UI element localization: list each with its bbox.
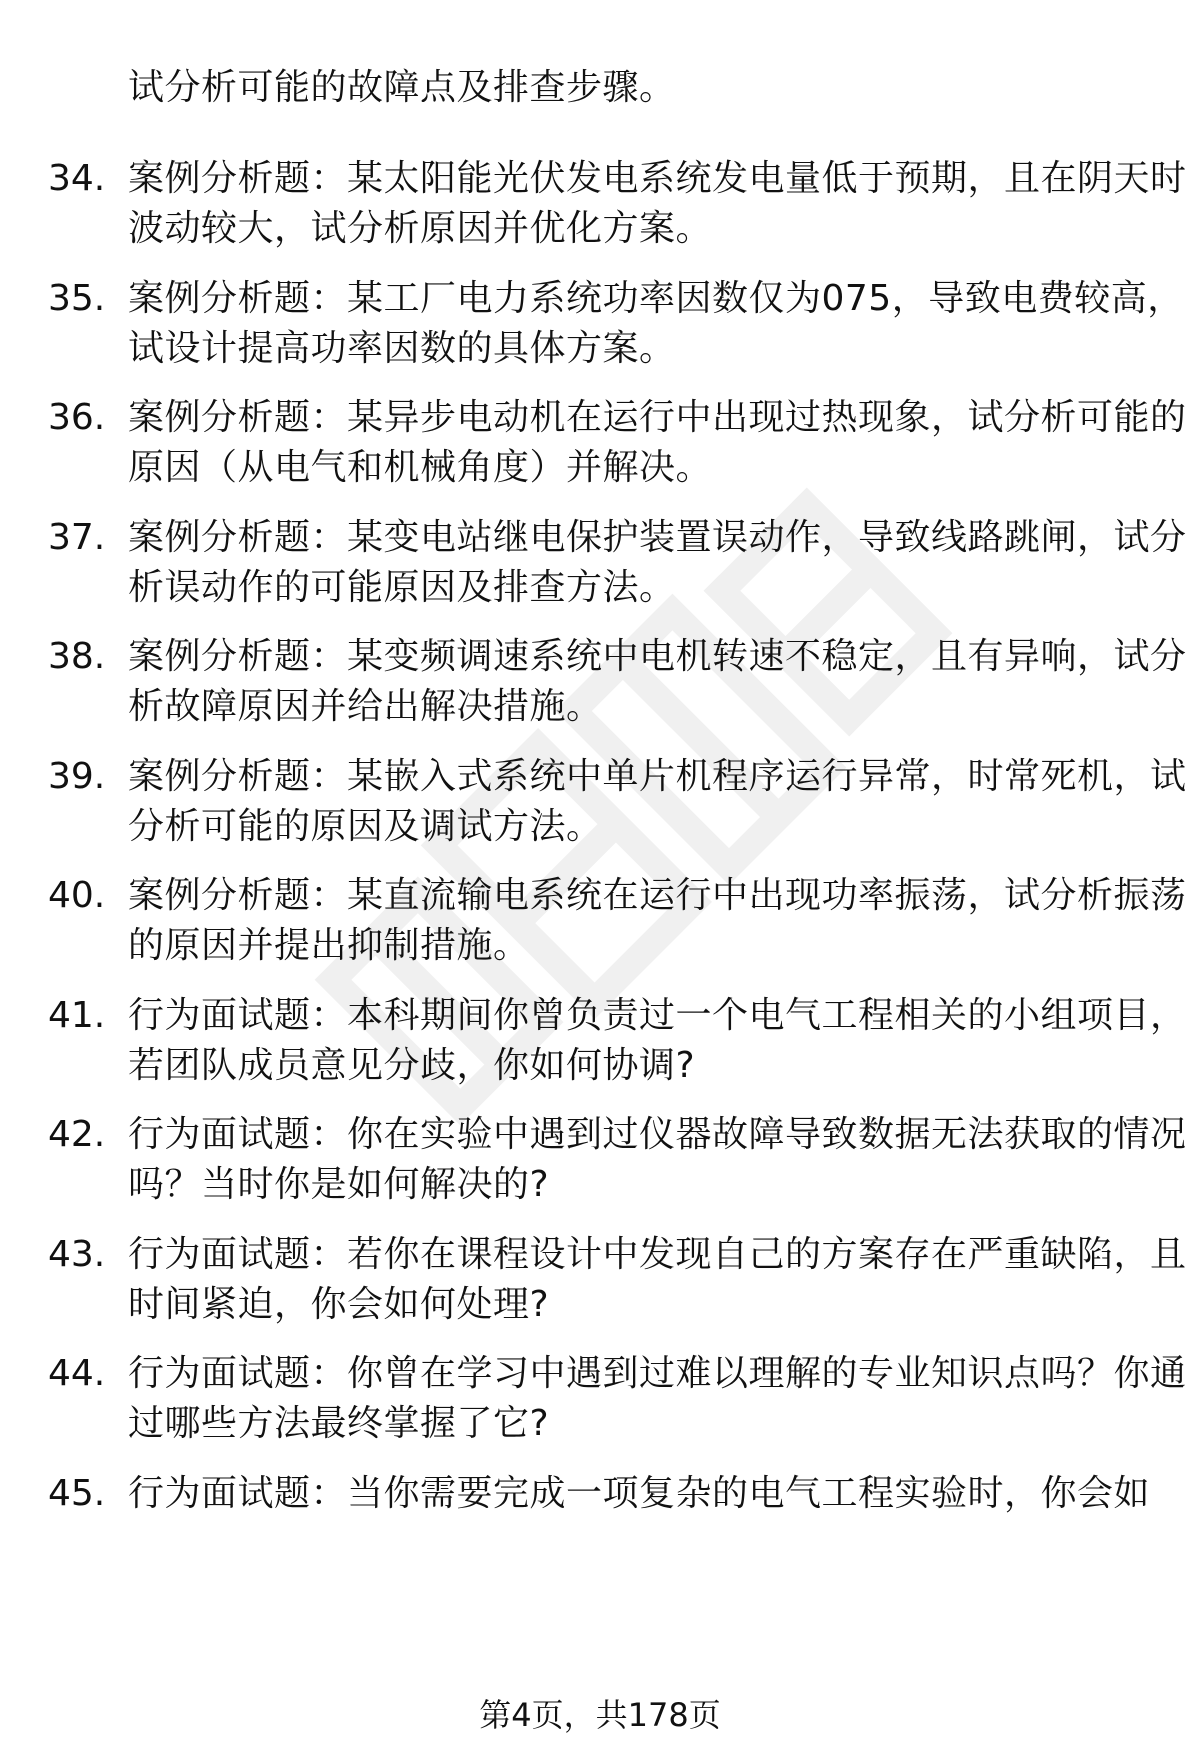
question-text: 案例分析题：某直流输电系统在运行中出现功率振荡，试分析振荡的原因并提出抑制措施。 bbox=[128, 875, 1187, 966]
question-text: 案例分析题：某嵌入式系统中单片机程序运行异常，时常死机，试分析可能的原因及调试方法。 bbox=[128, 756, 1187, 847]
question-text: 案例分析题：某工厂电力系统功率因数仅为075，导致电费较高，试设计提高功率因数的具体方案。 bbox=[128, 278, 1184, 369]
question-number: 36. bbox=[48, 397, 106, 438]
question-text: 案例分析题：某太阳能光伏发电系统发电量低于预期，且在阴天时波动较大，试分析原因并优化方案。 bbox=[128, 158, 1187, 249]
question-text: 行为面试题：你曾在学习中遇到过难以理解的专业知识点吗？你通过哪些方法最终掌握了它? bbox=[128, 1353, 1187, 1444]
question-number: 38. bbox=[48, 636, 106, 677]
question-number: 39. bbox=[48, 756, 106, 797]
question-number: 34. bbox=[48, 158, 106, 199]
question-number: 35. bbox=[48, 278, 106, 319]
question-text: 行为面试题：若你在课程设计中发现自己的方案存在严重缺陷，且时间紧迫，你会如何处理? bbox=[128, 1234, 1187, 1325]
page-number-footer: 第4页，共178页 bbox=[479, 1696, 721, 1734]
question-number: 40. bbox=[48, 875, 106, 916]
question-text: 案例分析题：某变频调速系统中电机转速不稳定，且有异响，试分析故障原因并给出解决措施。 bbox=[128, 636, 1187, 727]
question-text: 案例分析题：某异步电动机在运行中出现过热现象，试分析可能的原因（从电气和机械角度）并解决。 bbox=[128, 397, 1187, 488]
question-text: 行为面试题：你在实验中遇到过仪器故障导致数据无法获取的情况吗？当时你是如何解决的? bbox=[128, 1114, 1187, 1205]
continued-question-line: 试分析可能的故障点及排查步骤。 bbox=[128, 67, 676, 108]
question-number: 37. bbox=[48, 517, 106, 558]
question-number: 45. bbox=[48, 1473, 106, 1514]
question-number: 42. bbox=[48, 1114, 106, 1155]
question-number: 43. bbox=[48, 1234, 106, 1275]
question-text: 行为面试题：当你需要完成一项复杂的电气工程实验时，你会如 bbox=[128, 1473, 1151, 1514]
question-text: 案例分析题：某变电站继电保护装置误动作，导致线路跳闸，试分析误动作的可能原因及排查方法。 bbox=[128, 517, 1187, 608]
question-number: 41. bbox=[48, 995, 106, 1036]
question-number: 44. bbox=[48, 1353, 106, 1394]
question-text: 行为面试题：本科期间你曾负责过一个电气工程相关的小组项目，若团队成员意见分歧，你如何协调? bbox=[128, 995, 1187, 1086]
